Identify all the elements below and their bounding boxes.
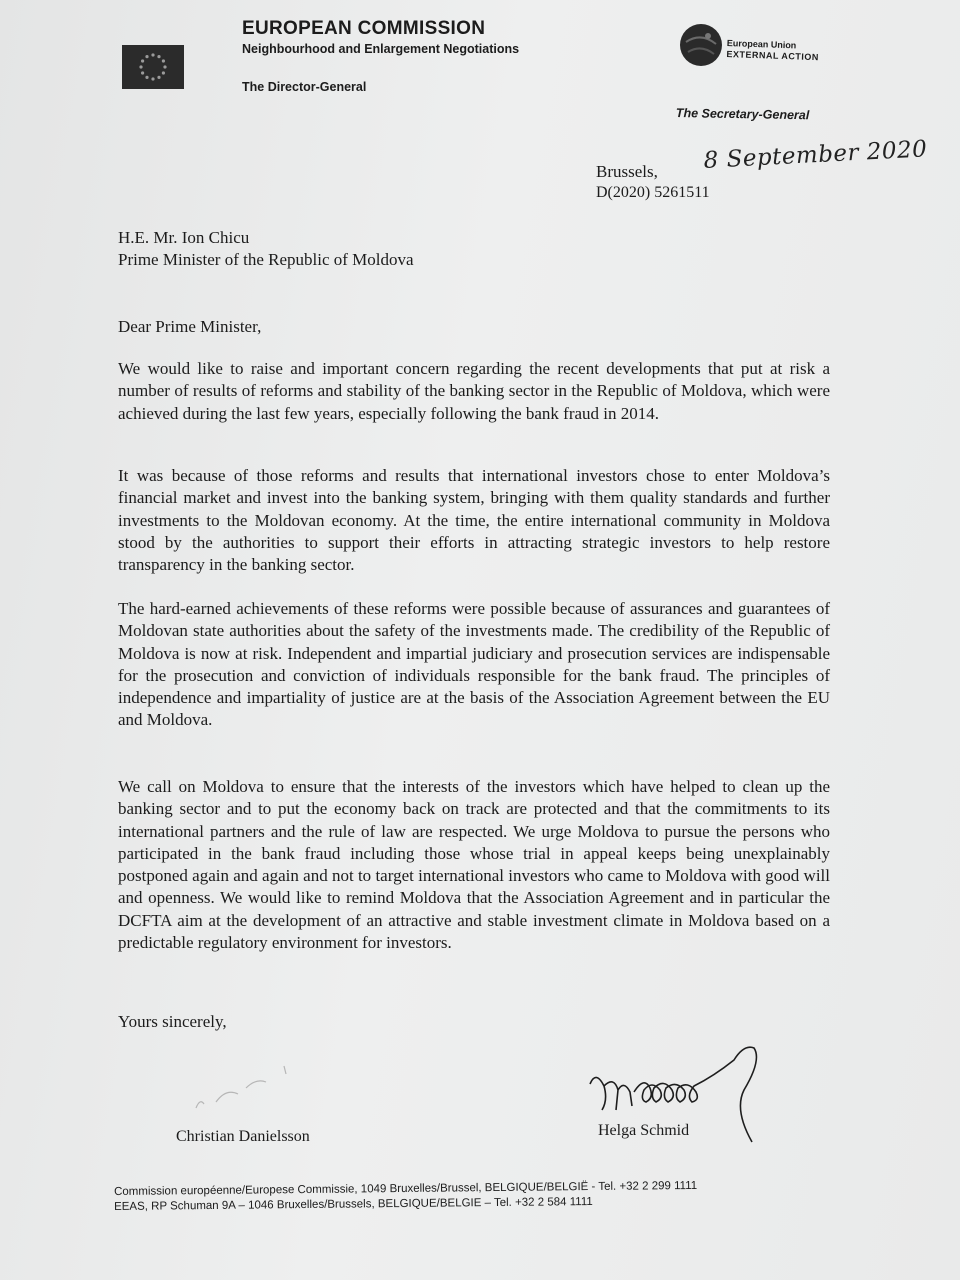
- footer-line-1: Commission européenne/Europese Commissie, 1049 Bruxelles/Brussel, BELGIQUE/BELGIË - Tel. +32 2 299 1111: [114, 1179, 698, 1198]
- footer-line-2: EEAS, RP Schuman 9A – 1046 Bruxelles/Brussels, BELGIQUE/BELGIE – Tel. +32 2 584 1111: [114, 1195, 593, 1213]
- eeas-line2: EXTERNAL ACTION: [726, 48, 820, 63]
- signatory-right: Helga Schmid: [598, 1122, 690, 1139]
- paragraph-2: It was because of those reforms and results that international investors chose to enter Moldova’s financial market and invest into the banking system, bringing with them quality standards and further investments to the Moldovan economy. At the time, the entire international community in Moldova stood by the authorities to support their efforts in attracting strategic investors to help restore transparency in the banking sector.: [118, 466, 830, 575]
- org-subtitle: Neighbourhood and Enlargement Negotiations: [242, 42, 520, 56]
- salutation: Dear Prime Minister,: [118, 317, 262, 336]
- org-role: The Director-General: [242, 80, 367, 94]
- recipient-name: H.E. Mr. Ion Chicu: [118, 228, 250, 247]
- recipient-title: Prime Minister of the Republic of Moldova: [118, 250, 414, 269]
- paragraph-1: We would like to raise and important concern regarding the recent developments that put at risk a number of results of reforms and stability of the banking sector in the Republic of Moldova, which were achieved during the last few years, especially following the bank fraud in 2014.: [118, 359, 830, 423]
- eeas-name: [726, 38, 819, 63]
- signatory-left: Christian Danielsson: [176, 1128, 310, 1145]
- handwritten-date: 8 September 2020: [703, 136, 928, 174]
- eeas-role: The Secretary-General: [675, 106, 810, 123]
- dateline-place: Brussels,: [596, 162, 658, 181]
- paragraph-3: The hard-earned achievements of these reforms were possible because of assurances and guarantees of Moldovan state authorities about the safety of the investments made. The credibility of the Republic of Moldova is now at risk. Independent and impartial judiciary and prosecution services are indispensable for the prosecution and conviction of individuals responsible for the bank fraud. The principles of independence and impartiality of justice are at the basis of the Association Agreement between the EU and Moldova.: [118, 599, 830, 730]
- paragraph-4: We call on Moldova to ensure that the interests of the investors which have helped to clean up the banking sector and to put the economy back on track are protected and that the commitments to its international partners and the rule of law are respected. We urge Moldova to pursue the persons who participated in the bank fraud including those whose trial in appeal keeps being unexplainably postponed again and again and not to target international investors who came to Moldova with good will and openness. We would like to remind Moldova that the Association Agreement and in particular the DCFTA aim at the development of an attractive and stable investment climate in Moldova based on a predictable regulatory environment for investors.: [118, 777, 830, 953]
- reference-number: D(2020) 5261511: [596, 184, 710, 201]
- closing: Yours sincerely,: [118, 1012, 227, 1031]
- org-title: EUROPEAN COMMISSION: [242, 18, 486, 39]
- eeas-globe-logo: [678, 22, 724, 73]
- eeas-line1: European Union: [726, 38, 797, 51]
- faint-signature-left: [186, 1058, 306, 1123]
- eu-flag-logo: [122, 45, 184, 89]
